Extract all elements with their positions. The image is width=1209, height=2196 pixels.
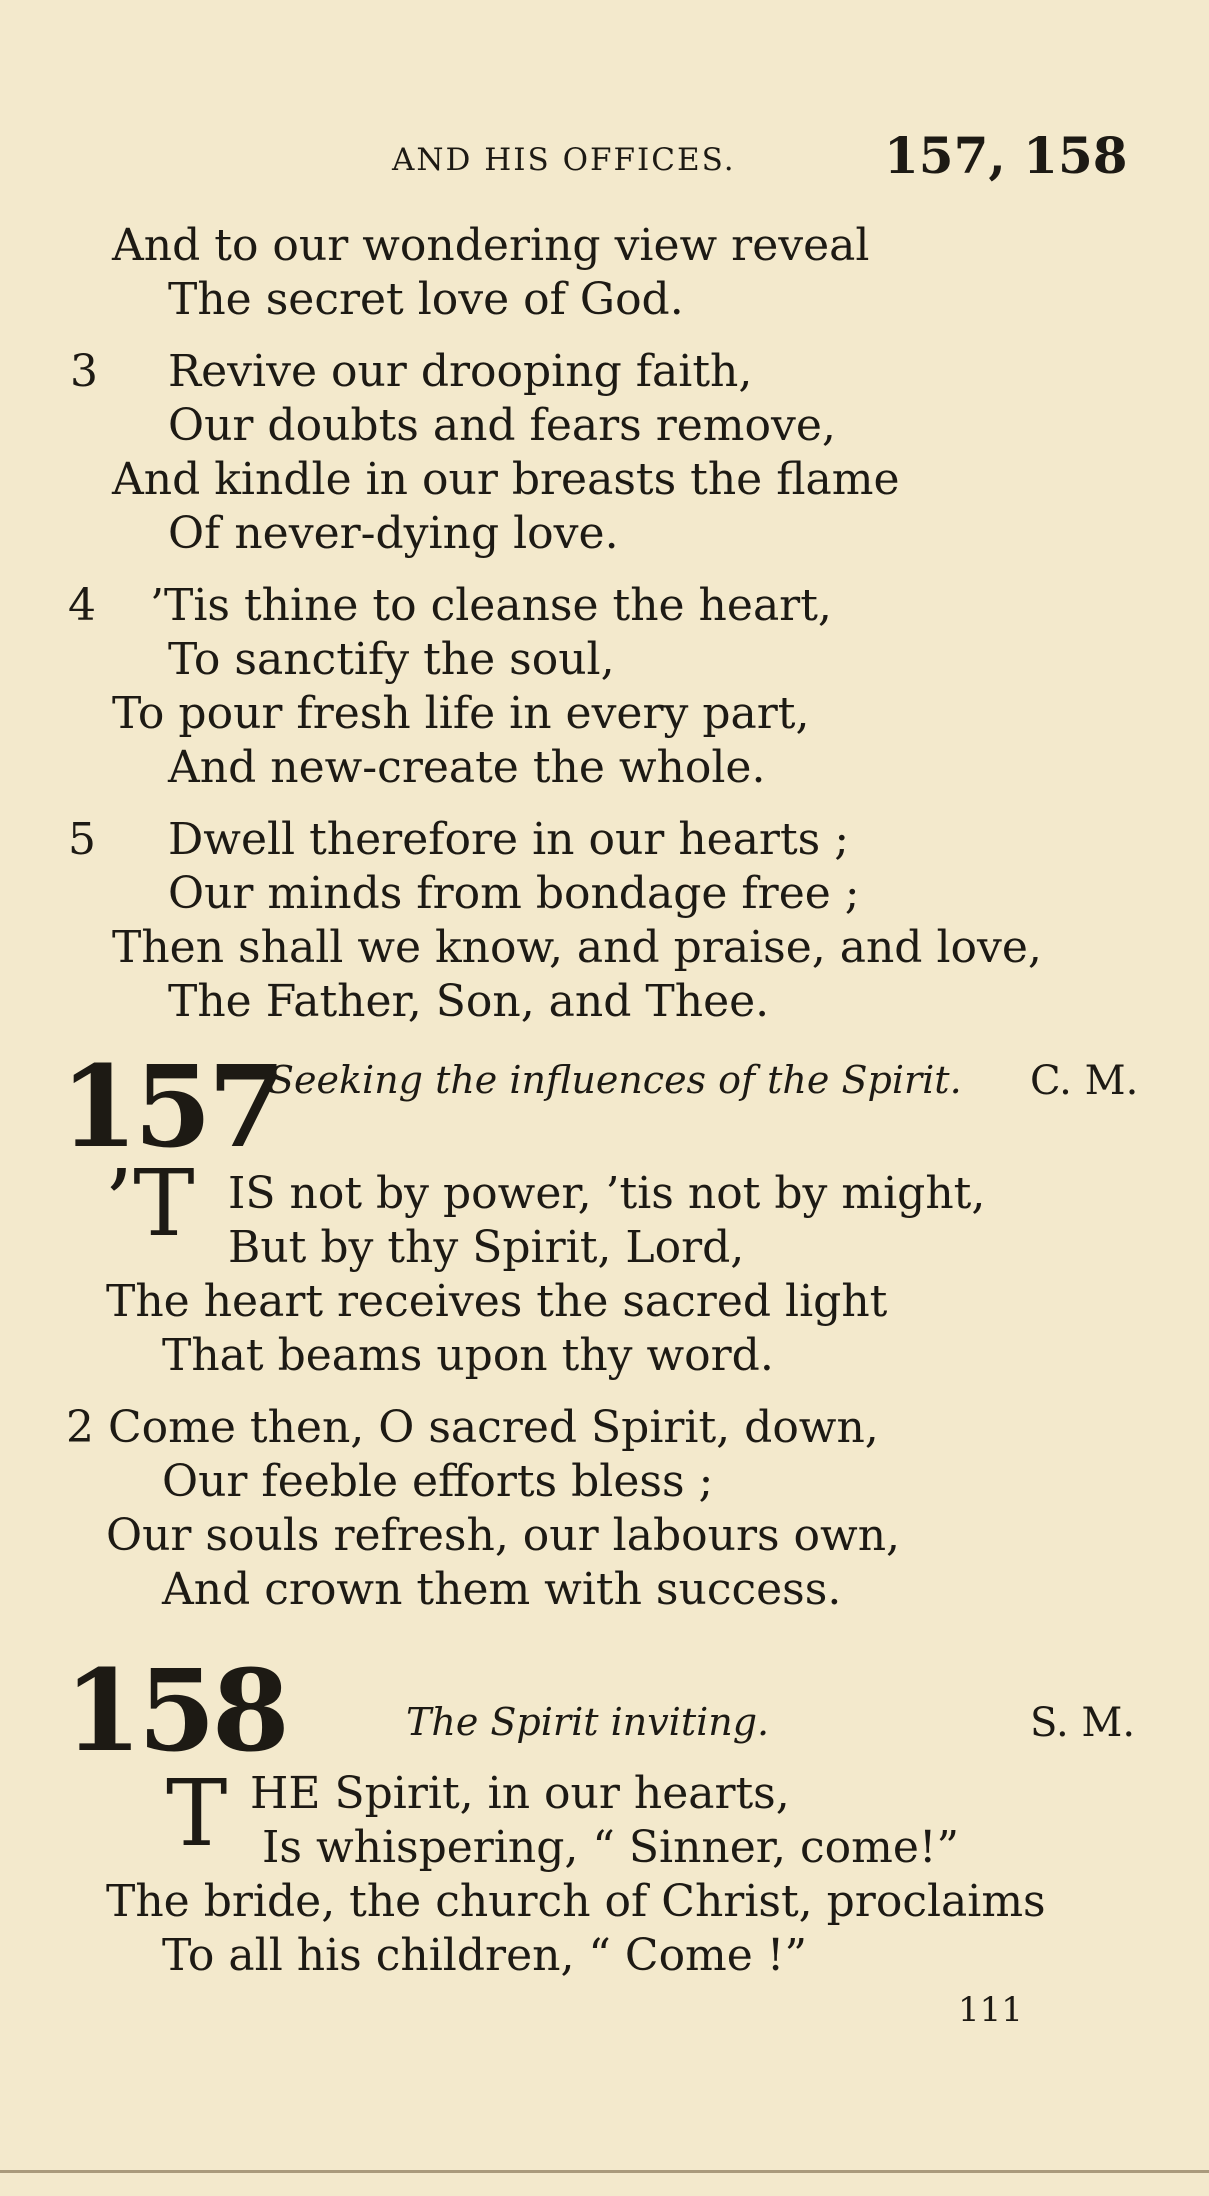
hymn-range: 157, 158 (884, 126, 1128, 185)
text-line: Is whispering, “ Sinner, come!” (262, 1822, 960, 1873)
page-number: 111 (958, 1990, 1023, 2030)
text-line: To pour fresh life in every part, (112, 688, 810, 739)
verse-number: 3 (70, 346, 98, 397)
verse-number: 5 (68, 814, 96, 865)
hymn-number: 158 (64, 1646, 286, 1777)
drop-cap: T (166, 1760, 228, 1867)
text-line: And to our wondering view reveal (112, 220, 870, 271)
hymn-meter: C. M. (1030, 1058, 1139, 1104)
text-line: Come then, O sacred Spirit, down, (108, 1402, 879, 1453)
text-line: The Father, Son, and Thee. (168, 976, 770, 1027)
text-line: Our minds from bondage free ; (168, 868, 860, 919)
hymn-meter: S. M. (1030, 1700, 1136, 1746)
text-line: That beams upon thy word. (162, 1330, 774, 1381)
text-line: To sanctify the soul, (168, 634, 615, 685)
hymn-number: 157 (60, 1042, 282, 1173)
drop-cap: ’T (104, 1150, 195, 1257)
text-line: HE Spirit, in our hearts, (250, 1768, 790, 1819)
text-line: The bride, the church of Christ, proclaims (106, 1876, 1046, 1927)
text-line: To all his children, “ Come !” (162, 1930, 807, 1981)
text-line: But by thy Spirit, Lord, (228, 1222, 745, 1273)
text-line: Of never-dying love. (168, 508, 619, 559)
text-line: Then shall we know, and praise, and love, (112, 922, 1042, 973)
text-line: IS not by power, ’tis not by might, (228, 1168, 986, 1219)
page-edge-rule (0, 2170, 1209, 2173)
text-line: Our doubts and fears remove, (168, 400, 836, 451)
verse-number: 4 (68, 580, 96, 631)
text-line: Our souls refresh, our labours own, (106, 1510, 901, 1561)
hymn-title: Seeking the influences of the Spirit. (268, 1058, 962, 1102)
text-line: Revive our drooping faith, (168, 346, 753, 397)
text-line: And new-create the whole. (168, 742, 766, 793)
verse-number: 2 (66, 1402, 94, 1453)
hymn-title: The Spirit inviting. (406, 1700, 770, 1744)
running-head: AND HIS OFFICES. (392, 142, 736, 178)
text-line: The secret love of God. (168, 274, 684, 325)
text-line: Our feeble efforts bless ; (162, 1456, 714, 1507)
text-line: And crown them with success. (162, 1564, 842, 1615)
text-line: And kindle in our breasts the flame (112, 454, 900, 505)
text-line: ’Tis thine to cleanse the heart, (150, 580, 832, 631)
text-line: The heart receives the sacred light (106, 1276, 888, 1327)
text-line: Dwell therefore in our hearts ; (168, 814, 850, 865)
